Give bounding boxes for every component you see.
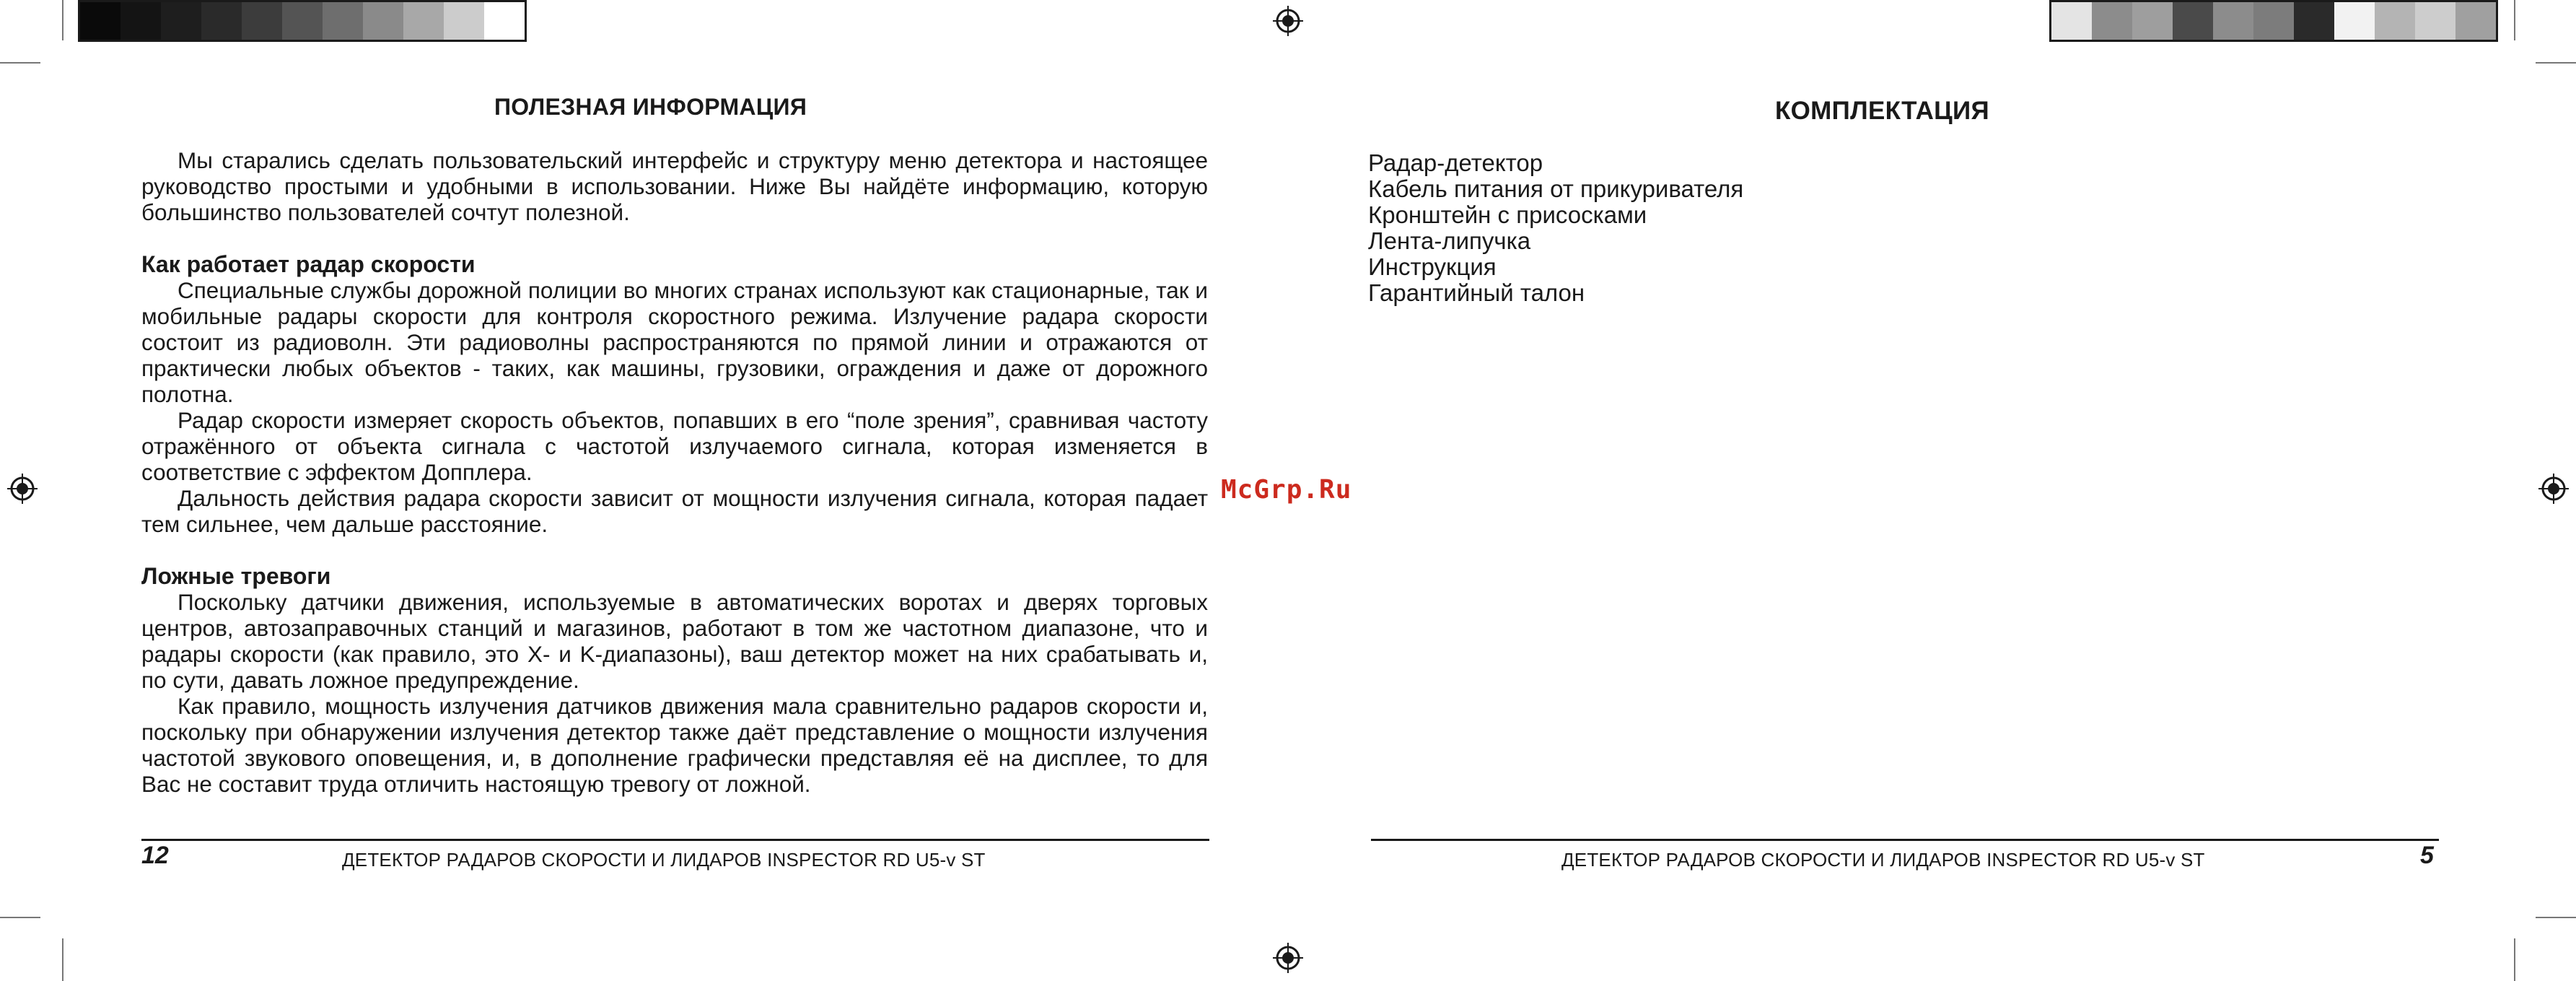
crop-mark xyxy=(0,62,40,64)
crop-mark xyxy=(2514,938,2515,981)
crop-mark xyxy=(2536,62,2576,64)
color-swatch xyxy=(2253,2,2294,40)
paragraph: Поскольку датчики движения, используемые в автоматических воротах и дверях торговых центров, автозаправочных станций и магазинов, работают в том же частотном диапазоне, что и радары скорости (как правило, это X- и K-диапазоны), ваш детектор может на них срабатывать и, по сути, давать ложное предупреждение. xyxy=(141,589,1208,693)
section-title: Как работает радар скорости xyxy=(141,251,476,277)
section-title: Ложные тревоги xyxy=(141,563,331,589)
list-item: Кабель питания от прикуривателя xyxy=(1368,175,1744,202)
running-footer: ДЕТЕКТОР РАДАРОВ СКОРОСТИ И ЛИДАРОВ INSPECTOR RD U5-v ST xyxy=(342,849,986,871)
color-swatch xyxy=(282,2,323,40)
color-swatch xyxy=(2294,2,2334,40)
color-calibration-strip-right xyxy=(2049,0,2498,42)
color-swatch xyxy=(484,2,525,40)
color-swatch xyxy=(2092,2,2132,40)
color-swatch xyxy=(2455,2,2496,40)
page-title: ПОЛЕЗНАЯ ИНФОРМАЦИЯ xyxy=(494,94,807,120)
registration-mark-icon xyxy=(1273,943,1303,973)
color-swatch xyxy=(242,2,282,40)
color-swatch xyxy=(2173,2,2213,40)
color-swatch xyxy=(444,2,484,40)
crop-mark xyxy=(2514,0,2515,40)
color-swatch xyxy=(201,2,242,40)
color-swatch xyxy=(2051,2,2092,40)
crop-mark xyxy=(62,938,63,981)
color-swatch xyxy=(80,2,121,40)
paragraph: Радар скорости измеряет скорость объектов, попавших в его “поле зрения”, сравнивая частоту отражённого от объекта сигнала с частотой излучаемого сигнала, которая изменяется в соответствие с эффектом Допплера. xyxy=(141,407,1208,485)
page-number: 12 xyxy=(141,842,169,869)
color-swatch xyxy=(2375,2,2415,40)
registration-mark-icon xyxy=(2538,474,2569,504)
list-item: Лента-липучка xyxy=(1368,227,1531,254)
color-swatch xyxy=(363,2,403,40)
running-footer: ДЕТЕКТОР РАДАРОВ СКОРОСТИ И ЛИДАРОВ INSPECTOR RD U5-v ST xyxy=(1561,849,2205,871)
paragraph: Как правило, мощность излучения датчиков движения мала сравнительно радаров скорости и, поскольку при обнаружении излучения детектор также даёт представление о мощности излучения частотой звукового оповещения, и, в дополнение графически представляя её на дисплее, то для Вас не составит труда отличить настоящую тревогу от ложной. xyxy=(141,693,1208,797)
list-item: Кронштейн с присосками xyxy=(1368,201,1647,228)
color-swatch xyxy=(2213,2,2253,40)
footer-rule xyxy=(1371,839,2439,841)
list-item: Инструкция xyxy=(1368,253,1497,280)
left-page-body xyxy=(141,147,1208,797)
registration-mark-icon xyxy=(1273,6,1303,36)
color-swatch xyxy=(2132,2,2173,40)
color-swatch xyxy=(403,2,444,40)
color-swatch xyxy=(121,2,161,40)
list-item: Гарантийный талон xyxy=(1368,279,1585,306)
color-swatch xyxy=(323,2,363,40)
paragraph: Специальные службы дорожной полиции во многих странах используют как стационарные, так и мобильные радары скорости для контроля скоростного режима. Излучение радара скорости состоит из радиоволн. Эти радиоволны распространяются по прямой линии и отражаются от практически любых объектов - таких, как машины, грузовики, ограждения и даже от дорожного полотна. xyxy=(141,277,1208,407)
crop-mark xyxy=(2536,917,2576,918)
crop-mark xyxy=(62,0,63,40)
registration-mark-icon xyxy=(7,474,38,504)
crop-mark xyxy=(0,917,40,918)
page-title: КОМПЛЕКТАЦИЯ xyxy=(1775,97,1989,125)
paragraph: Дальность действия радара скорости зависит от мощности излучения сигнала, которая падает тем сильнее, чем дальше расстояние. xyxy=(141,485,1208,537)
footer-rule xyxy=(141,839,1209,841)
list-item: Радар-детектор xyxy=(1368,149,1543,176)
package-contents-list xyxy=(1368,150,1743,306)
color-calibration-strip-left xyxy=(78,0,527,42)
page-number: 5 xyxy=(2420,842,2434,869)
color-swatch xyxy=(161,2,201,40)
watermark: McGrp.Ru xyxy=(1221,475,1352,505)
color-swatch xyxy=(2415,2,2455,40)
color-swatch xyxy=(2334,2,2375,40)
intro-paragraph: Мы старались сделать пользовательский интерфейс и структуру меню детектора и настоящее руководство простыми и удобными в использовании. Ниже Вы найдёте информацию, которую большинство пользователей сочтут полезной. xyxy=(141,147,1208,225)
